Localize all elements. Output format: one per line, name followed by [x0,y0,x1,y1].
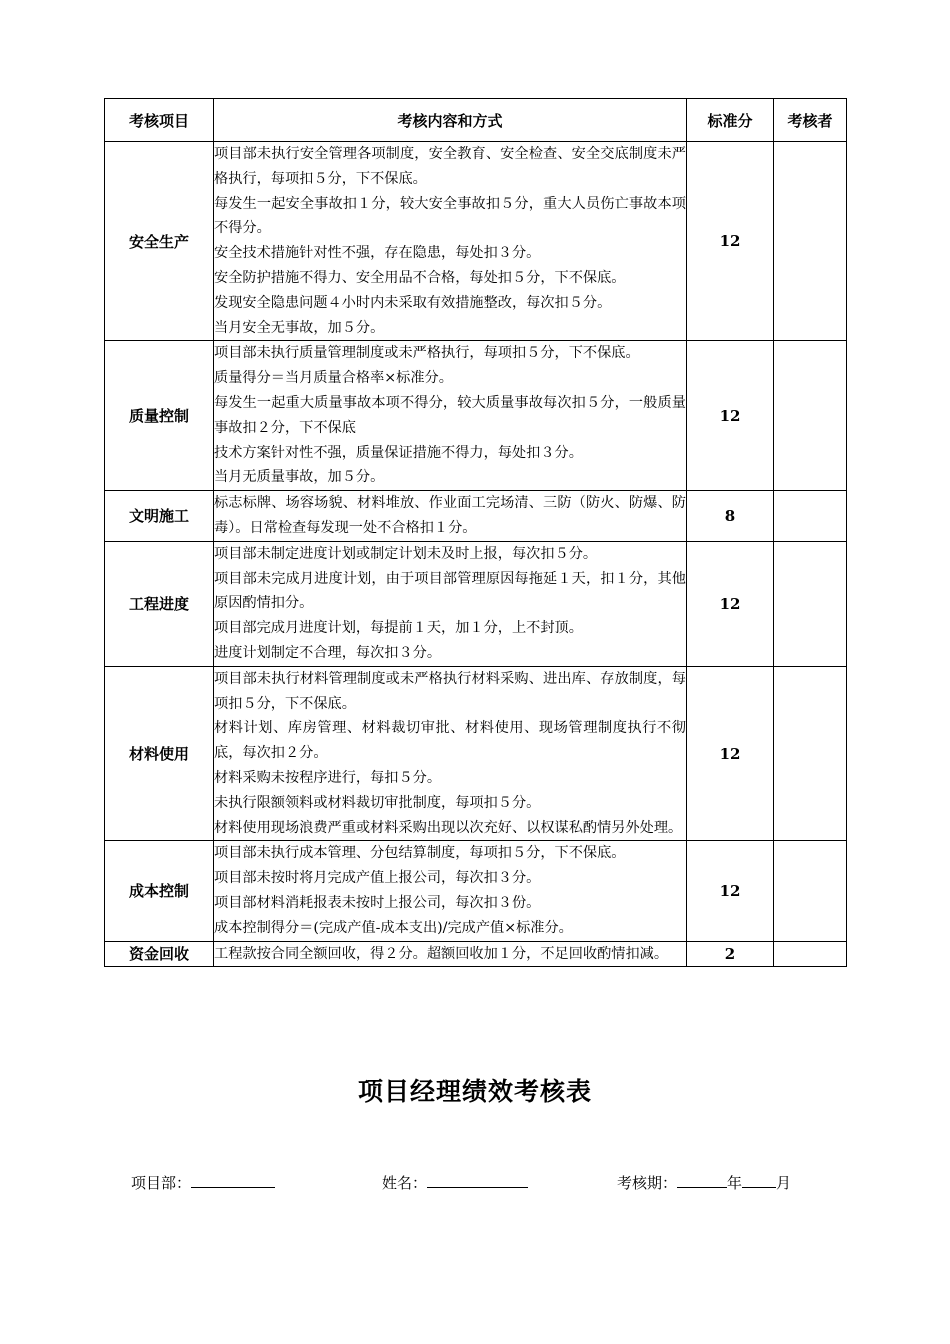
name-blank[interactable] [427,1170,528,1188]
content-line: 项目部材料消耗报表未按时上报公司，每次扣３份。 [214,894,541,911]
assessment-table [104,98,847,967]
content-line: 项目部未执行材料管理制度或未严格执行材料采购、进出库、存放制度，每项扣５分，下不保底。 [214,670,686,712]
content-line: 项目部未完成月进度计划，由于项目部管理原因每拖延１天，扣１分，其他原因酌情扣分。 [214,570,686,612]
month-blank[interactable] [742,1170,776,1188]
row-content [214,341,687,491]
content-line: 项目部未执行安全管理各项制度，安全教育、安全检查、安全交底制度未严格执行，每项扣５分，下不保底。 [214,146,686,187]
content-line: 项目部未制定进度计划或制定计划未及时上报，每次扣５分。 [214,545,598,562]
row-content [214,491,687,542]
content-line: 工程款按合同全额回收，得２分。超额回收加１分，不足回收酌情扣减。 [214,945,669,962]
content-line: 每发生一起安全事故扣１分，较大安全事故扣５分，重大人员伤亡事故本项不得分。 [214,195,686,237]
dept-field [131,1170,275,1194]
table-row [105,541,847,666]
name-label: 姓名： [382,1174,428,1192]
table-row [105,941,847,967]
row-category: 质量控制 [105,341,214,491]
row-content [214,142,687,341]
row-content [214,541,687,666]
content-line: 材料采购未按程序进行，每扣５分。 [214,769,442,786]
row-assessor-cell[interactable] [774,142,847,341]
table-row [105,491,847,542]
row-category: 材料使用 [105,666,214,841]
content-line: 材料使用现场浪费严重或材料采购出现以次充好、以权谋私酌情另外处理。 [214,819,683,836]
content-line: 项目部未执行质量管理制度或未严格执行，每项扣５分，下不保底。 [214,345,640,362]
row-score: 2 [687,941,774,967]
row-assessor-cell[interactable] [774,541,847,666]
period-field [617,1170,791,1194]
row-assessor-cell[interactable] [774,666,847,841]
content-line: 当月无质量事故，加５分。 [214,469,385,486]
row-category: 成本控制 [105,841,214,941]
content-line: 发现安全隐患问题４小时内未采取有效措施整改，每次扣５分。 [214,294,612,311]
page-title: 项目经理绩效考核表 [357,1077,592,1106]
header-content: 考核内容和方式 [214,99,687,142]
header-assessor: 考核者 [774,99,847,142]
row-content [214,941,687,967]
period-label: 考核期： [617,1174,678,1192]
content-line: 安全技术措施针对性不强，存在隐患，每处扣３分。 [214,245,541,262]
content-line: 标志标牌、场容场貌、材料堆放、作业面工完场清、三防（防火、防爆、防毒）。日常检查每发现一处不合格扣１分。 [214,495,686,536]
content-line: 质量得分＝当月质量合格率×标准分。 [214,370,453,387]
row-assessor-cell[interactable] [774,341,847,491]
row-category: 安全生产 [105,142,214,341]
table-body [105,142,847,967]
row-category: 工程进度 [105,541,214,666]
year-blank[interactable] [677,1170,727,1188]
content-line: 当月安全无事故，加５分。 [214,319,385,336]
month-label: 月 [776,1174,792,1192]
row-score: 12 [687,666,774,841]
content-line: 未执行限额领料或材料裁切审批制度，每项扣５分。 [214,794,541,811]
row-category: 文明施工 [105,491,214,542]
content-line: 成本控制得分＝(完成产值-成本支出)/完成产值×标准分。 [214,919,573,936]
year-label: 年 [727,1174,743,1192]
row-category: 资金回收 [105,941,214,967]
row-score: 8 [687,491,774,542]
table-row [105,666,847,841]
row-assessor-cell[interactable] [774,841,847,941]
content-line: 安全防护措施不得力、安全用品不合格，每处扣５分，下不保底。 [214,269,626,286]
table-header-row [105,99,847,142]
content-line: 项目部完成月进度计划，每提前１天，加１分，上不封顶。 [214,620,583,637]
name-field [382,1170,528,1194]
row-score: 12 [687,841,774,941]
dept-label: 项目部： [131,1174,192,1192]
table-row [105,142,847,341]
row-content [214,841,687,941]
content-line: 技术方案针对性不强，质量保证措施不得力，每处扣３分。 [214,444,583,461]
table-row [105,841,847,941]
content-line: 材料计划、库房管理、材料裁切审批、材料使用、现场管理制度执行不彻底，每次扣２分。 [214,720,686,762]
content-line: 每发生一起重大质量事故本项不得分，较大质量事故每次扣５分，一般质量事故扣２分，下不保底 [214,394,686,436]
row-score: 12 [687,142,774,341]
dept-blank[interactable] [191,1170,275,1188]
row-score: 12 [687,341,774,491]
row-assessor-cell[interactable] [774,491,847,542]
content-line: 项目部未按时将月完成产值上报公司，每次扣３分。 [214,870,541,887]
row-score: 12 [687,541,774,666]
header-score: 标准分 [687,99,774,142]
content-line: 项目部未执行成本管理、分包结算制度，每项扣５分，下不保底。 [214,845,626,862]
header-item: 考核项目 [105,99,214,142]
row-content [214,666,687,841]
table-row [105,341,847,491]
row-assessor-cell[interactable] [774,941,847,967]
content-line: 进度计划制定不合理，每次扣３分。 [214,644,442,661]
